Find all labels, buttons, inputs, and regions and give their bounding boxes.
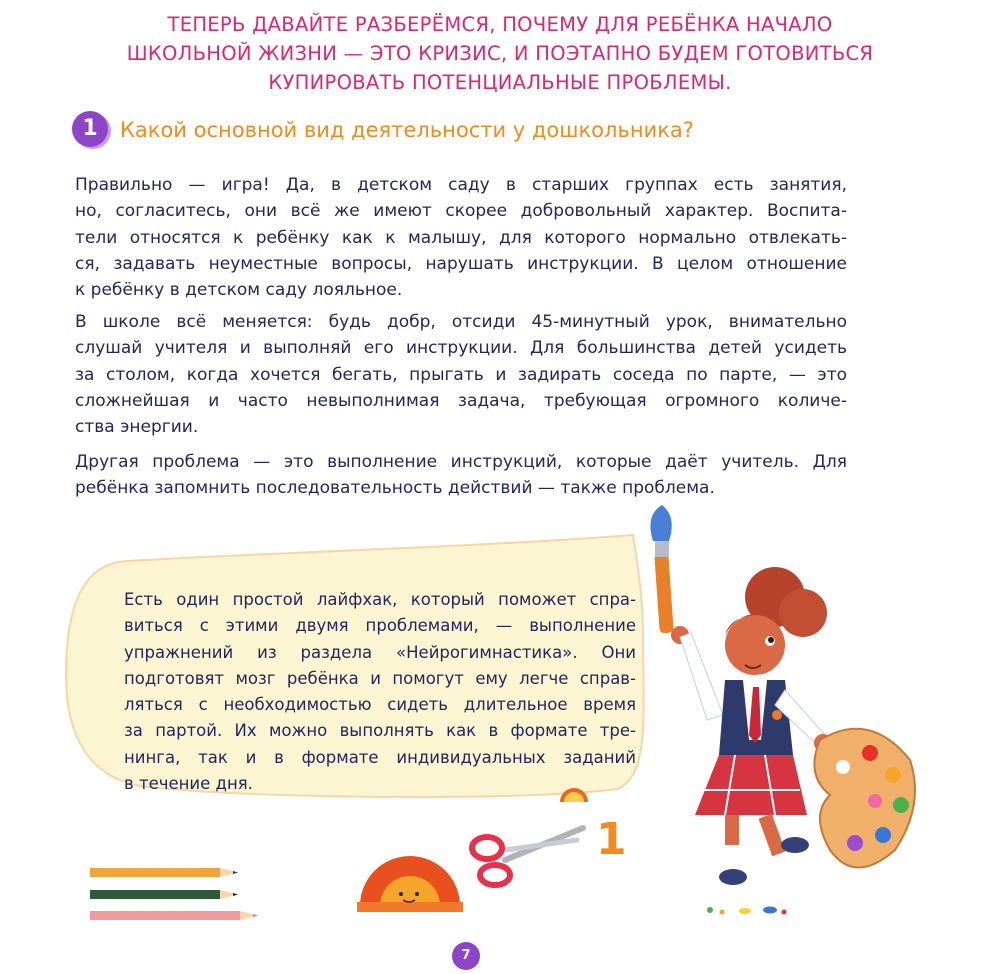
heading-line: ТЕПЕРЬ ДАВАЙТЕ РАЗБЕРЁМСЯ, ПОЧЕМУ ДЛЯ РЕБЁНКА НАЧАЛО <box>167 13 833 36</box>
scissors-illustration <box>465 790 595 890</box>
text-line: Есть один простой лайфхак, который поможет спра- <box>124 590 636 609</box>
pencils-illustration <box>90 864 265 926</box>
paintbrush-icon <box>650 505 673 633</box>
text-line: виться с этими двумя проблемами, — выполнение <box>124 616 636 636</box>
text-line: В школе всё меняется: будь добр, отсиди 45-минутный урок, внимательно <box>75 312 847 332</box>
question-title: Какой основной вид деятельности у дошкольника? <box>120 118 694 142</box>
pencil-icon <box>90 890 238 899</box>
text-line: ства энергии. <box>75 417 199 438</box>
text-line: за столом, когда хочется бегать, прыгать и задирать соседа по парте, — это <box>75 364 847 385</box>
text-line: в течение дня. <box>124 774 253 794</box>
girl-illustration <box>625 505 925 905</box>
digit-one-illustration <box>592 812 627 865</box>
text-line: нинга, так и в формате индивидуальных заданий <box>124 747 636 767</box>
paragraph-1 <box>75 172 847 303</box>
text-line: подготовят мозг ребёнка и помогут ему легче справ- <box>124 668 636 688</box>
text-line: за партой. Их можно выполнять как в формате тре- <box>124 721 636 741</box>
palette-icon <box>814 729 915 868</box>
protractor-illustration <box>355 818 465 913</box>
bubble-text <box>124 587 636 797</box>
text-line: ребёнка запомнить последовательность действий — также проблема. <box>75 478 715 499</box>
text-line: слушай учителя и выполняй его инструкции. Для большинства детей усидеть <box>75 338 847 359</box>
text-line: ся, задавать неуместные вопросы, нарушать инструкции. В целом отношение <box>75 253 847 274</box>
heading-line: КУПИРОВАТЬ ПОТЕНЦИАЛЬНЫЕ ПРОБЛЕМЫ. <box>268 71 732 94</box>
text-line: но, согласитесь, они всё же имеют скорее добровольный характер. Воспита- <box>75 201 847 222</box>
pencil-icon <box>90 911 258 920</box>
heading-line: ШКОЛЬНОЙ ЖИЗНИ — ЭТО КРИЗИС, И ПОЭТАПНО БУДЕМ ГОТОВИТЬСЯ <box>126 42 874 65</box>
digit-one-text: 1 <box>596 814 627 865</box>
page-number-badge: 7 <box>452 942 480 970</box>
text-line: ляться с необходимостью сидеть длительное время <box>124 695 636 715</box>
text-line: упражнений из раздела «Нейрогимнастика». Они <box>124 642 636 662</box>
paragraph-2 <box>75 309 847 440</box>
pencil-icon <box>90 868 238 877</box>
paragraph-3 <box>75 449 847 502</box>
text-line: к ребёнку в детском саду лояльное. <box>75 280 403 301</box>
text-line: тели относятся к ребёнку как к малышу, для которого нормально отвлекать- <box>75 227 847 248</box>
question-number-badge: 1 <box>72 111 108 147</box>
text-line: Другая проблема — это выполнение инструкций, которые даёт учитель. Для <box>75 452 847 472</box>
text-line: сложнейшая и часто невыполнимая задача, требующая огромного количе- <box>75 390 847 411</box>
paint-splats <box>700 900 800 920</box>
page-heading <box>90 10 910 97</box>
text-line: Правильно — игра! Да, в детском саду в старших группах есть занятия, <box>75 175 847 195</box>
